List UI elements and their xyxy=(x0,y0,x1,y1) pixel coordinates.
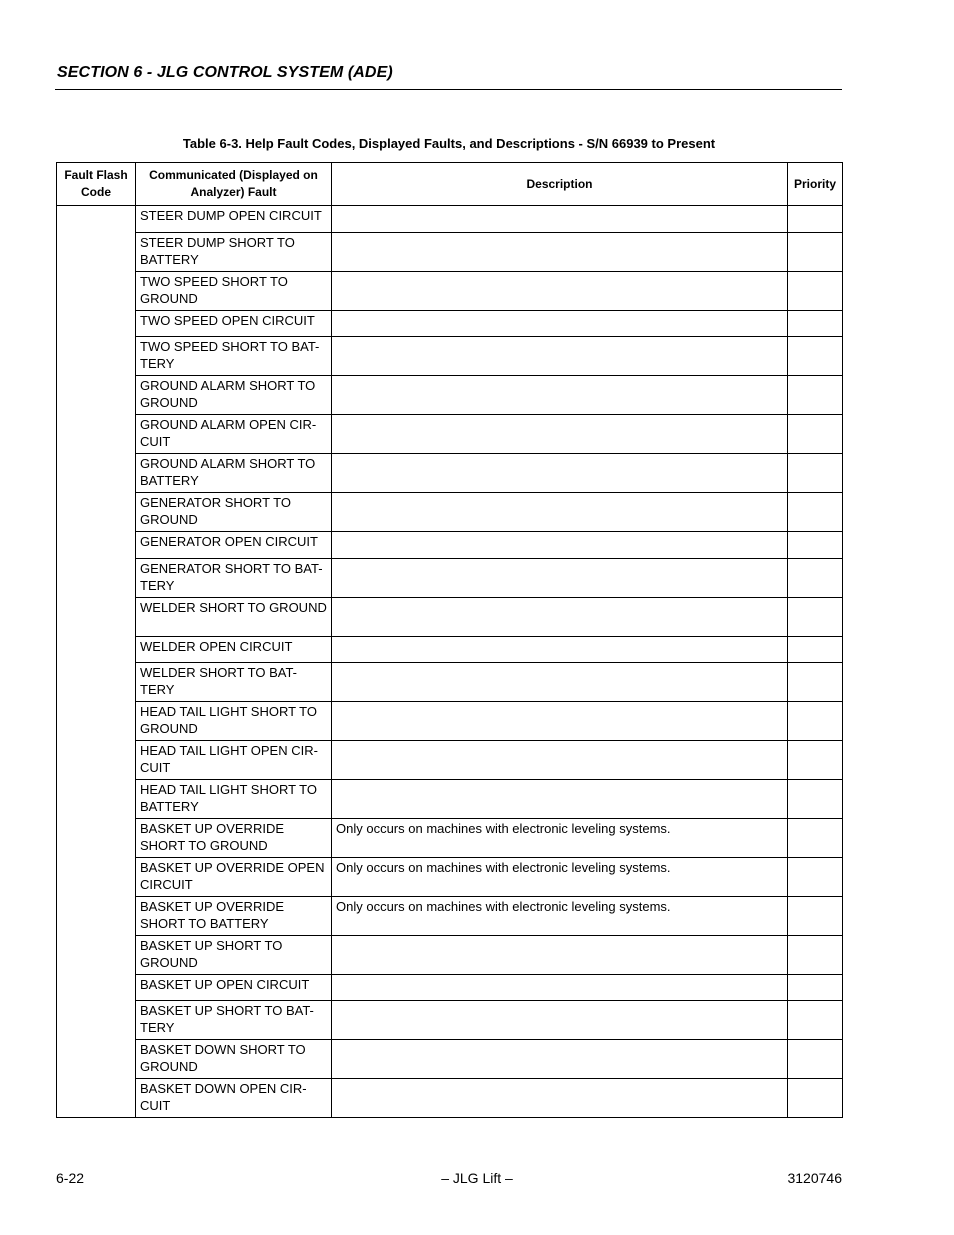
table-row xyxy=(57,206,843,233)
table-row xyxy=(57,1079,843,1118)
description-cell xyxy=(332,311,788,337)
description-cell xyxy=(332,702,788,741)
fault-cell: WELDER SHORT TO BAT-TERY xyxy=(136,663,332,702)
header-divider xyxy=(55,89,842,90)
page-number: 6-22 xyxy=(56,1170,85,1186)
fault-cell: BASKET UP SHORT TO GROUND xyxy=(136,936,332,975)
priority-cell xyxy=(788,975,843,1001)
priority-cell xyxy=(788,897,843,936)
priority-cell xyxy=(788,559,843,598)
fault-cell: GENERATOR SHORT TO BAT-TERY xyxy=(136,559,332,598)
table-row xyxy=(57,1001,843,1040)
table-row xyxy=(57,936,843,975)
fault-cell: STEER DUMP SHORT TO BATTERY xyxy=(136,233,332,272)
table-row xyxy=(57,702,843,741)
description-cell xyxy=(332,598,788,637)
table-header-row xyxy=(57,163,843,206)
table-row xyxy=(57,337,843,376)
priority-cell xyxy=(788,858,843,897)
table-row xyxy=(57,897,843,936)
description-cell xyxy=(332,272,788,311)
priority-cell xyxy=(788,337,843,376)
priority-cell xyxy=(788,819,843,858)
description-cell xyxy=(332,337,788,376)
priority-cell xyxy=(788,206,843,233)
header-description: Description xyxy=(332,163,788,206)
priority-cell xyxy=(788,233,843,272)
section-header: SECTION 6 - JLG CONTROL SYSTEM (ADE) xyxy=(57,64,393,81)
fault-cell: GENERATOR OPEN CIRCUIT xyxy=(136,532,332,559)
priority-cell xyxy=(788,311,843,337)
description-cell xyxy=(332,975,788,1001)
fault-codes-table xyxy=(56,162,843,1118)
description-cell xyxy=(332,637,788,663)
fault-cell: BASKET DOWN SHORT TO GROUND xyxy=(136,1040,332,1079)
header-communicated-fault: Communicated (Displayed on Analyzer) Fault xyxy=(136,163,332,206)
fault-flash-code-cell xyxy=(57,206,136,1118)
document-number: 3120746 xyxy=(787,1170,842,1186)
description-cell xyxy=(332,493,788,532)
table-row xyxy=(57,272,843,311)
table-title: Table 6-3. Help Fault Codes, Displayed Faults, and Descriptions - S/N 66939 to Present xyxy=(182,136,716,151)
header-priority: Priority xyxy=(788,163,843,206)
fault-cell: TWO SPEED OPEN CIRCUIT xyxy=(136,311,332,337)
priority-cell xyxy=(788,598,843,637)
table-row xyxy=(57,663,843,702)
fault-cell: GROUND ALARM SHORT TO GROUND xyxy=(136,376,332,415)
priority-cell xyxy=(788,1079,843,1118)
table-row xyxy=(57,376,843,415)
description-cell: Only occurs on machines with electronic leveling systems. xyxy=(332,819,788,858)
table-row xyxy=(57,637,843,663)
description-cell xyxy=(332,233,788,272)
description-cell xyxy=(332,741,788,780)
description-cell xyxy=(332,663,788,702)
table-row xyxy=(57,975,843,1001)
priority-cell xyxy=(788,637,843,663)
table-row xyxy=(57,493,843,532)
priority-cell xyxy=(788,454,843,493)
table-row xyxy=(57,233,843,272)
fault-cell: TWO SPEED SHORT TO BAT-TERY xyxy=(136,337,332,376)
table-row xyxy=(57,454,843,493)
description-cell xyxy=(332,559,788,598)
fault-cell: GROUND ALARM SHORT TO BATTERY xyxy=(136,454,332,493)
table-row xyxy=(57,741,843,780)
description-cell xyxy=(332,532,788,559)
fault-cell: BASKET UP SHORT TO BAT-TERY xyxy=(136,1001,332,1040)
priority-cell xyxy=(788,1001,843,1040)
priority-cell xyxy=(788,376,843,415)
header-fault-flash-code: Fault Flash Code xyxy=(57,163,136,206)
priority-cell xyxy=(788,1040,843,1079)
priority-cell xyxy=(788,272,843,311)
priority-cell xyxy=(788,936,843,975)
fault-cell: HEAD TAIL LIGHT OPEN CIR-CUIT xyxy=(136,741,332,780)
priority-cell xyxy=(788,741,843,780)
description-cell: Only occurs on machines with electronic leveling systems. xyxy=(332,897,788,936)
priority-cell xyxy=(788,663,843,702)
table-row xyxy=(57,858,843,897)
fault-cell: GENERATOR SHORT TO GROUND xyxy=(136,493,332,532)
priority-cell xyxy=(788,780,843,819)
description-cell xyxy=(332,780,788,819)
fault-cell: BASKET UP OVERRIDE OPEN CIRCUIT xyxy=(136,858,332,897)
fault-cell: WELDER OPEN CIRCUIT xyxy=(136,637,332,663)
fault-cell: BASKET DOWN OPEN CIR-CUIT xyxy=(136,1079,332,1118)
fault-cell: HEAD TAIL LIGHT SHORT TO BATTERY xyxy=(136,780,332,819)
priority-cell xyxy=(788,415,843,454)
description-cell xyxy=(332,206,788,233)
fault-cell: BASKET UP OPEN CIRCUIT xyxy=(136,975,332,1001)
table-row xyxy=(57,415,843,454)
fault-cell: STEER DUMP OPEN CIRCUIT xyxy=(136,206,332,233)
table-body xyxy=(57,206,843,1118)
fault-cell: HEAD TAIL LIGHT SHORT TO GROUND xyxy=(136,702,332,741)
description-cell xyxy=(332,936,788,975)
fault-cell: BASKET UP OVERRIDE SHORT TO BATTERY xyxy=(136,897,332,936)
table-row xyxy=(57,819,843,858)
footer-publisher: – JLG Lift – xyxy=(441,1170,513,1186)
description-cell xyxy=(332,454,788,493)
table-row xyxy=(57,532,843,559)
description-cell xyxy=(332,1079,788,1118)
table-row xyxy=(57,780,843,819)
fault-cell: GROUND ALARM OPEN CIR-CUIT xyxy=(136,415,332,454)
table-row xyxy=(57,559,843,598)
priority-cell xyxy=(788,702,843,741)
table-row xyxy=(57,1040,843,1079)
description-cell xyxy=(332,1001,788,1040)
description-cell xyxy=(332,415,788,454)
description-cell xyxy=(332,1040,788,1079)
description-cell: Only occurs on machines with electronic leveling systems. xyxy=(332,858,788,897)
description-cell xyxy=(332,376,788,415)
priority-cell xyxy=(788,493,843,532)
fault-cell: BASKET UP OVERRIDE SHORT TO GROUND xyxy=(136,819,332,858)
table-row xyxy=(57,598,843,637)
fault-cell: TWO SPEED SHORT TO GROUND xyxy=(136,272,332,311)
priority-cell xyxy=(788,532,843,559)
table-row xyxy=(57,311,843,337)
fault-cell: WELDER SHORT TO GROUND xyxy=(136,598,332,637)
